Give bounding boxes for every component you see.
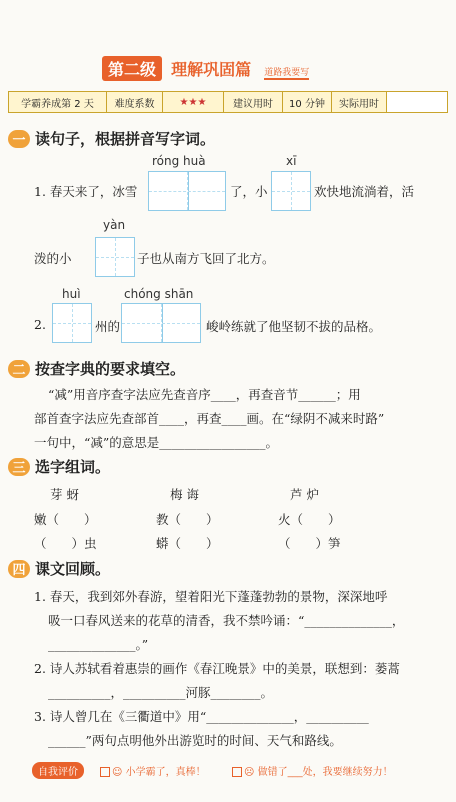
sentence-text: 泼的小 xyxy=(34,251,72,266)
fill-line: __________，__________河豚________。 xyxy=(48,685,274,700)
word-blank[interactable]: （ ）虫 xyxy=(34,536,97,551)
info-table xyxy=(8,91,448,113)
pinyin: chóng shān xyxy=(124,287,194,301)
section-2-heading xyxy=(8,358,185,379)
section-number: 三 xyxy=(8,458,30,476)
level-badge: 第二级 xyxy=(102,56,162,81)
sentence-text: 1. 春天来了，冰雪 xyxy=(34,184,138,199)
day-cell: 学霸养成第 2 天 xyxy=(9,92,107,112)
sentence-text: 欢快地流淌着，活 xyxy=(314,184,415,199)
pinyin: xī xyxy=(286,154,297,168)
sentence-text: 2. xyxy=(34,317,46,332)
char-pair: 芦 炉 xyxy=(290,487,319,502)
section-number: 二 xyxy=(8,360,30,378)
page-title: 理解巩固篇 xyxy=(171,60,252,79)
page-subtitle: 道路我要写 xyxy=(264,68,310,78)
answer-grid-yan[interactable] xyxy=(95,237,135,277)
section-title: 按查字典的要求填空。 xyxy=(35,360,186,378)
section-number: 一 xyxy=(8,130,30,148)
suggest-label: 建议用时 xyxy=(224,92,283,112)
section-4-heading xyxy=(8,558,110,579)
section-title: 读句子，根据拼音写字词。 xyxy=(35,130,216,148)
sentence-text: 峻岭练就了他坚韧不拔的品格。 xyxy=(206,319,382,334)
actual-value-field[interactable] xyxy=(387,92,447,112)
difficulty-label: 难度系数 xyxy=(107,92,163,112)
fill-line: 2. 诗人苏轼看着惠崇的画作《春江晚景》中的美景，联想到：蒌蒿 xyxy=(34,661,400,676)
sentence-text: 州的 xyxy=(95,319,121,334)
section-title: 课文回顾。 xyxy=(35,560,111,578)
fill-line: ______________。” xyxy=(48,637,149,652)
char-pair: 梅 诲 xyxy=(170,487,199,502)
fill-line: 3. 诗人曾几在《三衢道中》用“______________，__________ xyxy=(34,709,369,724)
section-3-heading xyxy=(8,456,110,477)
fill-line: 一句中，“减”的意思是_________________。 xyxy=(34,435,279,450)
sentence-text: 子也从南方飞回了北方。 xyxy=(137,251,275,266)
word-blank[interactable]: 蟒（ ） xyxy=(156,536,219,551)
option-label: ☺ 小学霸了，真棒！ xyxy=(112,767,206,778)
actual-label: 实际用时 xyxy=(332,92,387,112)
word-blank[interactable]: 火（ ） xyxy=(278,512,341,527)
answer-grid-chongshan[interactable] xyxy=(121,303,201,343)
pinyin: yàn xyxy=(103,218,126,232)
fill-line: “减”用音序查字法应先查音序____，再查音节______；用 xyxy=(48,387,361,402)
section-1-heading xyxy=(8,128,215,149)
option-label: ☹ 做错了___处，我要继续努力！ xyxy=(244,767,393,778)
self-eval-option-2[interactable] xyxy=(232,763,393,778)
fill-line: 1. 春天，我到郊外春游，望着阳光下蓬蓬勃勃的景物，深深地呼 xyxy=(34,589,388,604)
suggest-value: 10 分钟 xyxy=(283,92,332,112)
fill-line: 部首查字法应先查部首____，再查____画。在“绿阴不减来时路” xyxy=(34,411,385,426)
word-blank[interactable]: 教（ ） xyxy=(156,512,219,527)
section-number: 四 xyxy=(8,560,30,578)
self-eval-option-1[interactable] xyxy=(100,763,206,778)
fill-line: ______”两句点明他外出游览时的时间、天气和路线。 xyxy=(48,733,342,748)
sentence-text: 了，小 xyxy=(230,184,268,199)
difficulty-stars: ★★★ xyxy=(163,92,224,112)
page-header xyxy=(102,56,309,80)
self-eval-badge: 自我评价 xyxy=(32,762,84,779)
word-blank[interactable]: 嫩（ ） xyxy=(34,512,97,527)
answer-grid-ronghua[interactable] xyxy=(148,171,226,211)
answer-grid-hui[interactable] xyxy=(52,303,92,343)
checkbox-icon[interactable] xyxy=(100,767,110,777)
char-pair: 芽 蚜 xyxy=(50,487,79,502)
section-title: 选字组词。 xyxy=(35,458,111,476)
answer-grid-xi[interactable] xyxy=(271,171,311,211)
checkbox-icon[interactable] xyxy=(232,767,242,777)
pinyin: róng huà xyxy=(152,154,206,168)
fill-line: 吸一口春风送来的花草的清香，我不禁吟诵：“______________， xyxy=(48,613,405,628)
pinyin: huì xyxy=(62,287,81,301)
word-blank[interactable]: （ ）笋 xyxy=(278,536,341,551)
